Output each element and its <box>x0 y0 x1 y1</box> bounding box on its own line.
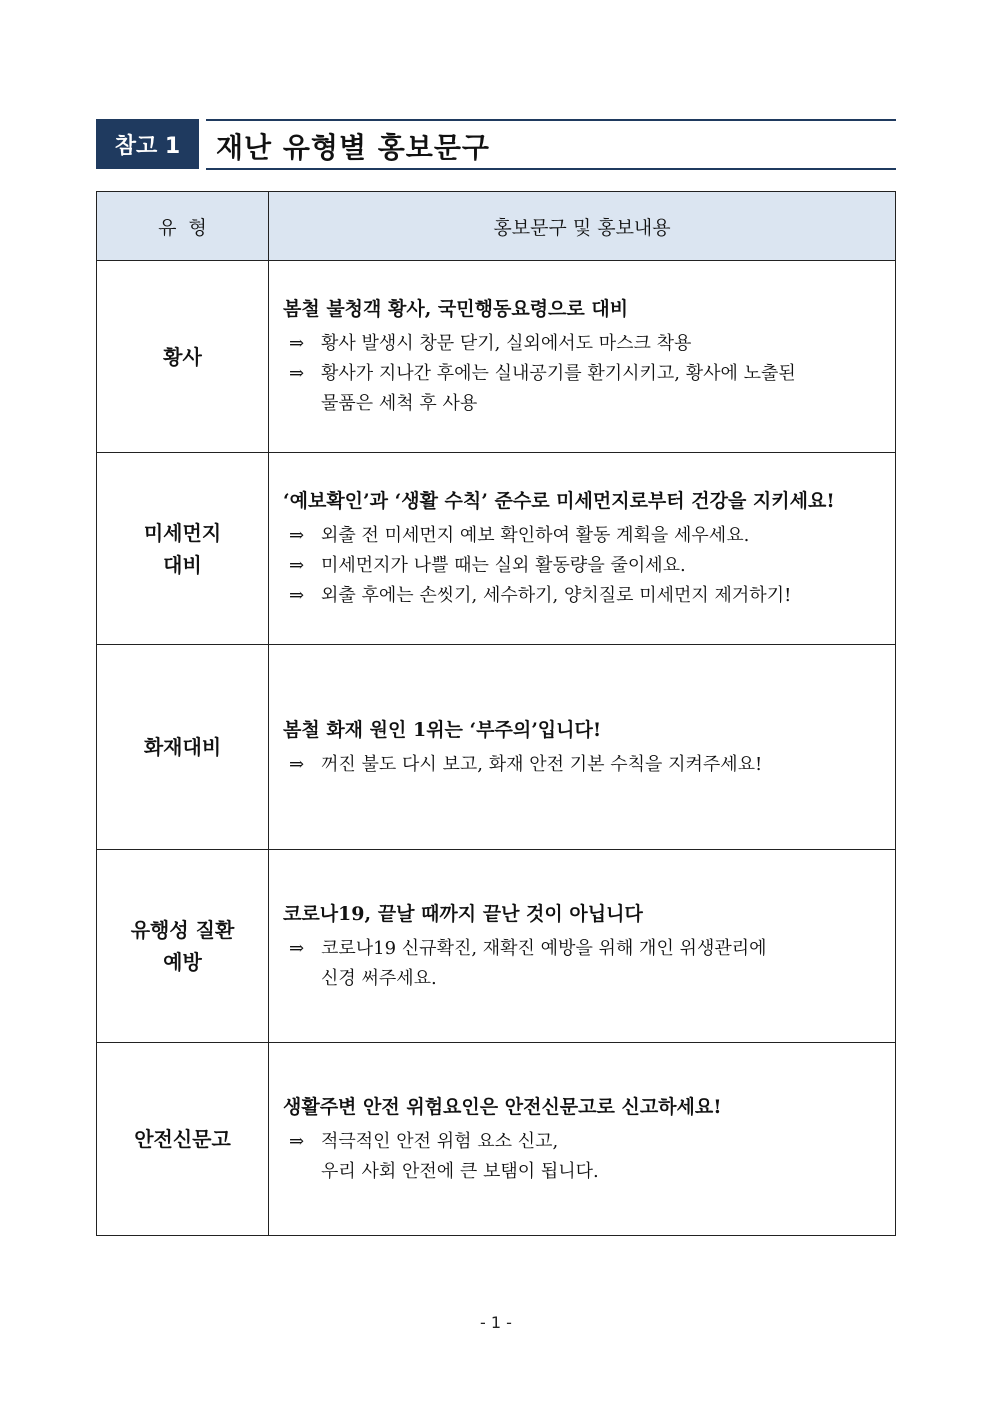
disaster-type-label: 안전신문고 <box>134 1127 231 1151</box>
double-arrow-icon: ⇒ <box>289 363 305 384</box>
promo-detail-text: 황사 발생시 창문 닫기, 실외에서도 마스크 착용 <box>321 333 692 354</box>
double-arrow-icon: ⇒ <box>289 333 305 354</box>
double-arrow-icon: ⇒ <box>289 937 305 959</box>
promo-slogan: 생활주변 안전 위험요인은 안전신문고로 신고하세요! <box>283 1095 722 1118</box>
promo-slogan: 코로나19, 끝날 때까지 끝난 것이 아닙니다 <box>283 902 643 925</box>
page-title: 재난 유형별 홍보문구 <box>216 131 490 164</box>
promo-detail-item <box>283 581 893 611</box>
promo-content-cell <box>269 453 896 645</box>
promo-content-cell <box>269 1043 896 1236</box>
table-header-row <box>97 192 896 261</box>
disaster-type-cell <box>97 850 269 1043</box>
section-header <box>96 119 896 169</box>
table-row <box>97 261 896 453</box>
promo-detail-text: 미세먼지가 나쁠 때는 실외 활동량을 줄이세요. <box>321 555 686 576</box>
double-arrow-icon: ⇒ <box>289 555 305 576</box>
disaster-type-cell <box>97 453 269 645</box>
table-row <box>97 850 896 1043</box>
column-header-content: 홍보문구 및 홍보내용 <box>269 192 896 261</box>
promo-table <box>96 191 896 1236</box>
promo-detail-text: 꺼진 불도 다시 보고, 화재 안전 기본 수칙을 지켜주세요! <box>321 753 763 775</box>
disaster-type-label: 미세먼지 대비 <box>143 520 222 577</box>
promo-detail-item <box>283 359 893 419</box>
promo-slogan: 봄철 불청객 황사, 국민행동요령으로 대비 <box>283 298 629 320</box>
promo-slogan: ‘예보확인’과 ‘생활 수칙’ 준수로 미세먼지로부터 건강을 지키세요! <box>283 490 835 512</box>
promo-detail-item <box>283 329 893 359</box>
promo-content-cell <box>269 261 896 453</box>
double-arrow-icon: ⇒ <box>289 1130 305 1152</box>
promo-detail-text: 코로나19 신규확진, 재확진 예방을 위해 개인 위생관리에 신경 써주세요. <box>321 937 767 989</box>
promo-detail-item <box>283 551 893 581</box>
table-row <box>97 645 896 850</box>
promo-detail-item <box>283 750 893 780</box>
promo-slogan: 봄철 화재 원인 1위는 ‘부주의’입니다! <box>283 718 602 741</box>
reference-badge: 참고 1 <box>96 119 199 169</box>
promo-detail-item <box>283 521 893 551</box>
title-bar <box>206 119 896 170</box>
promo-detail-item <box>283 1127 893 1187</box>
promo-detail-text: 황사가 지나간 후에는 실내공기를 환기시키고, 황사에 노출된 물품은 세척 후 사용 <box>321 363 796 414</box>
disaster-type-label: 유행성 질환 예방 <box>130 918 235 974</box>
table-row <box>97 453 896 645</box>
column-header-type: 유 형 <box>97 192 269 261</box>
disaster-type-label: 화재대비 <box>143 735 222 759</box>
disaster-type-cell <box>97 1043 269 1236</box>
promo-detail-text: 적극적인 안전 위험 요소 신고, 우리 사회 안전에 큰 보탬이 됩니다. <box>321 1130 599 1182</box>
page-number: - 1 - <box>480 1313 512 1332</box>
disaster-type-label: 황사 <box>163 344 202 369</box>
promo-content-cell <box>269 850 896 1043</box>
promo-detail-text: 외출 후에는 손씻기, 세수하기, 양치질로 미세먼지 제거하기! <box>321 585 792 606</box>
double-arrow-icon: ⇒ <box>289 585 305 606</box>
promo-detail-item <box>283 934 893 994</box>
double-arrow-icon: ⇒ <box>289 753 305 775</box>
table-row <box>97 1043 896 1236</box>
disaster-type-cell <box>97 261 269 453</box>
promo-content-cell <box>269 645 896 850</box>
double-arrow-icon: ⇒ <box>289 525 305 546</box>
promo-detail-text: 외출 전 미세먼지 예보 확인하여 활동 계획을 세우세요. <box>321 525 750 546</box>
disaster-type-cell <box>97 645 269 850</box>
